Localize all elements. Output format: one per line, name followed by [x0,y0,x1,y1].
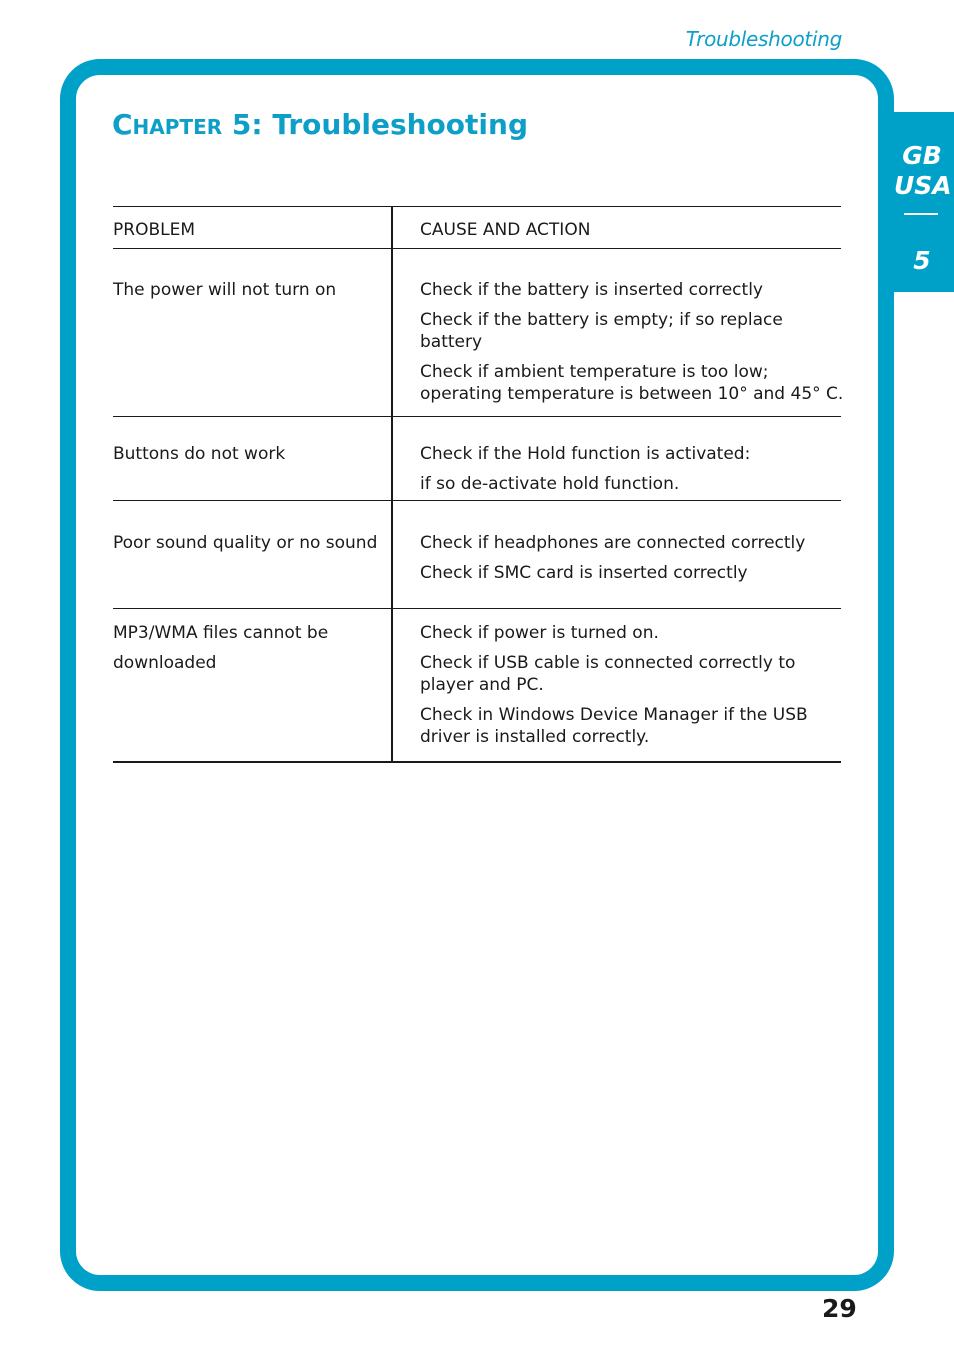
action-item: Check in Windows Device Manager if the USB driver is installed correctly. [420,705,808,747]
table-rule [113,500,841,501]
action-item: Check if headphones are connected correctly [420,533,806,553]
tab-chapter-number: 5 [913,246,931,275]
column-divider [391,206,393,763]
action-item: Check if SMC card is inserted correctly [420,563,748,583]
chapter-title [112,108,528,141]
running-header: Troubleshooting [685,27,842,51]
action-item: Check if power is turned on. [420,623,659,643]
action-item: Check if the battery is empty; if so replace battery [420,310,783,352]
region-usa-label: USA [894,171,952,200]
chapter-prefix: Chapter [112,108,223,141]
header-cause-action: CAUSE AND ACTION [420,220,591,240]
problem-cell: The power will not turn on [113,280,337,300]
chapter-name: Troubleshooting [272,108,528,141]
problem-cell-continued: downloaded [113,653,217,673]
header-problem: PROBLEM [113,220,195,240]
page-number: 29 [822,1294,857,1323]
action-item: Check if the Hold function is activated: [420,444,751,464]
problem-cell: MP3/WMA files cannot be [113,623,329,643]
problem-cell: Poor sound quality or no sound [113,533,378,553]
action-item: Check if USB cable is connected correctly to player and PC. [420,653,796,695]
language-tab [894,112,954,292]
table-rule [113,248,841,249]
action-item: Check if the battery is inserted correctly [420,280,763,300]
table-rule [113,206,841,207]
action-item: if so de-activate hold function. [420,474,680,494]
action-item: Check if ambient temperature is too low; operating temperature is between 10° and 45° C. [420,362,844,404]
table-rule [113,608,841,609]
table-rule [113,416,841,417]
problem-cell: Buttons do not work [113,444,286,464]
region-gb-label: GB [902,141,942,170]
table-rule [113,761,841,763]
chapter-number: 5: [231,108,263,141]
tab-divider [904,213,938,215]
